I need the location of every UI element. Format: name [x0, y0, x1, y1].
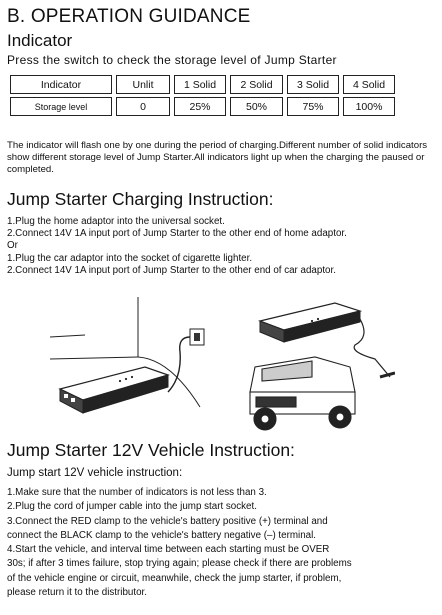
list-item: Or: [7, 240, 18, 252]
wall-socket-icon: [168, 329, 204, 392]
section-heading: B. OPERATION GUIDANCE: [7, 6, 251, 27]
list-item: 1.Plug the home adaptor into the universal socket.: [7, 216, 225, 227]
list-item: 1.Plug the car adaptor into the socket of cigarette lighter.: [7, 252, 253, 264]
vehicle-steps: [7, 486, 439, 600]
table-cell: 25%: [174, 97, 226, 116]
list-item: 2.Plug the cord of jumper cable into the jump start socket.: [7, 501, 257, 513]
table-cell: 3 Solid: [287, 75, 339, 94]
list-item: 2.Connect 14V 1A input port of Jump Starter to the other end of home adaptor.: [7, 228, 347, 240]
vehicle-heading: Jump Starter 12V Vehicle Instruction:: [7, 440, 295, 460]
jump-starter-icon: [60, 367, 168, 413]
table-cell: Indicator: [10, 75, 112, 94]
list-item: of the vehicle engine or circuit, meanwhile, check the jump starter, if problem,: [7, 572, 342, 584]
charging-steps: [7, 216, 347, 277]
list-item: 2.Connect 14V 1A input port of Jump Starter to the other end of car adaptor.: [7, 264, 336, 276]
indicator-table: [6, 72, 399, 119]
list-item: 4.Start the vehicle, and interval time between each starting must be OVER: [7, 544, 330, 556]
table-cell: 100%: [343, 97, 395, 116]
table-cell: 75%: [287, 97, 339, 116]
list-item: 1.Make sure that the number of indicators is not less than 3.: [7, 487, 267, 498]
table-header-row: [10, 75, 395, 94]
table-cell: Storage level: [10, 97, 112, 116]
table-cell: 0: [116, 97, 170, 116]
indicator-subheading: Press the switch to check the storage level of Jump Starter: [7, 53, 337, 67]
indicator-heading: Indicator: [7, 31, 73, 50]
list-item: connect the BLACK clamp to the vehicle's battery negative (–) terminal.: [7, 529, 316, 541]
charging-heading: Jump Starter Charging Instruction:: [7, 189, 274, 209]
table-cell: 50%: [230, 97, 283, 116]
vehicle-subheading: Jump start 12V vehicle instruction:: [7, 467, 183, 479]
table-cell: 1 Solid: [174, 75, 226, 94]
list-item: please return it to the distributor.: [7, 587, 147, 599]
indicator-note: The indicator will flash one by one during the period of charging.Different number of solid indicators show different storage level of Jump Starter.All indicators light up when the charging the paused or completed.: [7, 140, 428, 175]
table-cell: 2 Solid: [230, 75, 283, 94]
suv-vehicle-icon: [250, 357, 355, 430]
table-row: [10, 97, 395, 116]
table-cell: 4 Solid: [343, 75, 395, 94]
list-item: 30s; if after 3 times failure, stop trying again; please check if there are problems: [7, 558, 352, 570]
table-cell: Unlit: [116, 75, 170, 94]
list-item: 3.Connect the RED clamp to the vehicle's battery positive (+) terminal and: [7, 515, 328, 527]
charging-illustration: [50, 297, 395, 437]
